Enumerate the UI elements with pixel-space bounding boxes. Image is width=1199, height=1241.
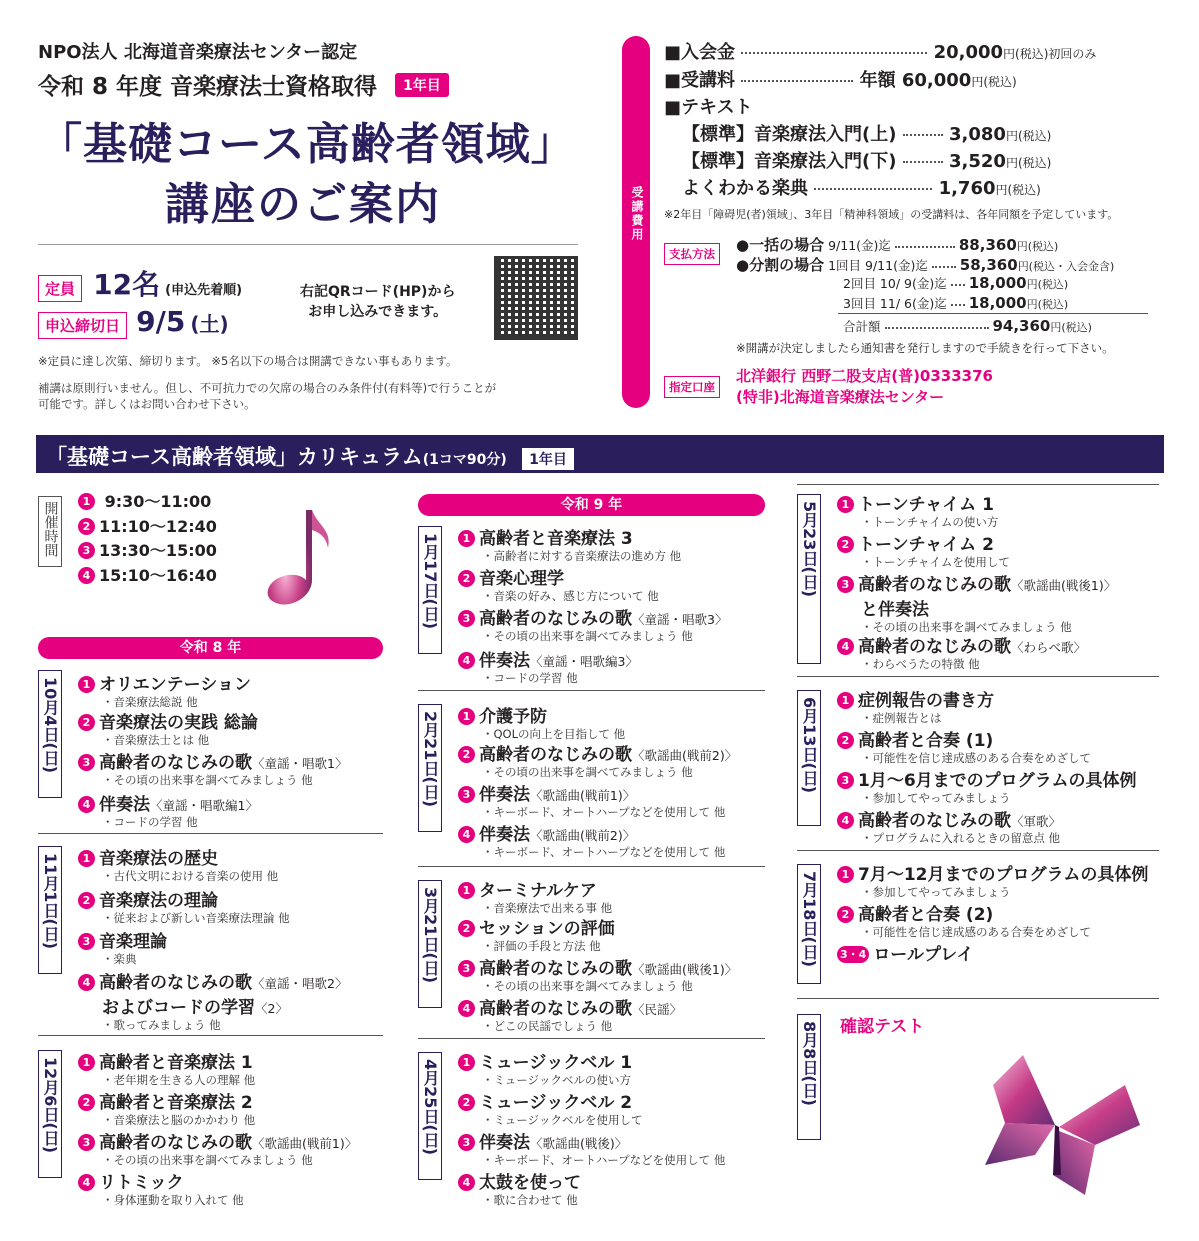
split-unit: 円(税込・入会金含) (1017, 260, 1115, 273)
split-date: 1回目 9/11(金)迄 (828, 258, 928, 273)
split-date: 3回目 11/ 6(金)迄 (843, 296, 947, 311)
lesson-item: 1 トーンチャイム 1 ・トーンチャイムの使い方 (837, 490, 998, 529)
tuition-label: ■受講料 (664, 70, 736, 91)
session-divider (418, 1038, 765, 1039)
bank-account-line2: (特非)北海道音楽療法センター (736, 388, 945, 406)
qr-instruction-1: 右記QRコード(HP)から (300, 284, 456, 300)
makeup-note-2: 可能です。詳しくはお問い合わせ下さい。 (38, 397, 256, 411)
session-divider (418, 690, 765, 691)
curriculum-header (36, 435, 1164, 473)
total-divider (838, 313, 1148, 314)
session-date-text: 11月1日(日) (41, 853, 60, 950)
time-list (78, 490, 217, 588)
lesson-item: 3 高齢者のなじみの歌〈童謡・唱歌1〉 ・その頃の出来事を調べてみましょう 他 (78, 748, 347, 787)
capacity-footnote: ※定員に達し次第、締切ります。 ※5名以下の場合は開講できない事もあります。 (38, 354, 458, 368)
course-year-line (38, 68, 449, 101)
header-divider (38, 244, 578, 245)
butterfly-icon (975, 1045, 1150, 1205)
qr-instruction-2: お申し込みできます。 (308, 304, 448, 320)
session-date-text: 2月21日(日) (421, 711, 440, 808)
music-note-icon (258, 506, 334, 610)
session-divider (38, 1035, 383, 1036)
lump-label: ●一括の場合 (736, 236, 825, 254)
lesson-item: 4 伴奏法〈童謡・唱歌編3〉 ・コードの学習 他 (458, 646, 638, 685)
qr-code[interactable] (494, 256, 578, 340)
session-date (797, 494, 821, 664)
lesson-item: 2 音楽心理学 ・音楽の好み、感じ方について 他 (458, 564, 659, 603)
split-row (843, 294, 1068, 312)
lesson-item: 1 介護予防 ・QOLの向上を目指して 他 (458, 702, 625, 741)
session-date-text: 7月18日(日) (800, 871, 819, 968)
lesson-item: 2 ミュージックベル 2 ・ミュージックベルを使用して (458, 1088, 643, 1127)
lesson-item: 2 高齢者と合奏 (1) ・可能性を信じ達成感のある合奏をめざして (837, 726, 1091, 765)
split-unit: 円(税込) (1026, 298, 1069, 311)
curriculum-year-tag: 1年目 (522, 448, 574, 470)
total-label: 合計額 (843, 319, 881, 334)
session-date-text: 4月25日(日) (421, 1059, 440, 1156)
capacity-label: 定員 (38, 275, 82, 302)
lesson-item: 2 高齢者のなじみの歌〈歌謡曲(戦前2)〉 ・その頃の出来事を調べてみましょう 他 (458, 740, 737, 779)
course-year-text: 令和 8 年度 音楽療法士資格取得 (38, 74, 378, 100)
reiwa9-pill: 令和 9 年 (418, 494, 765, 516)
tuition-unit: 円(税込) (971, 75, 1017, 89)
session-divider (797, 484, 1159, 485)
time-slot: 4 15:10〜16:40 (78, 564, 217, 589)
tuition-fee-row (664, 66, 1017, 92)
session-date (797, 864, 821, 984)
lesson-item: 4 リトミック ・身体運動を取り入れて 他 (78, 1168, 244, 1207)
split-unit: 円(税込) (1026, 278, 1069, 291)
split-amount: 18,000 (968, 294, 1027, 312)
lump-unit: 円(税込) (1016, 240, 1059, 253)
lesson-item: 2 音楽療法の実践 総論 ・音楽療法士とは 他 (78, 708, 258, 747)
admission-value: 20,000 (933, 42, 1004, 63)
text-name: 【標準】音楽療法入門(上) (682, 124, 897, 145)
capacity-note: (申込先着順) (165, 283, 243, 298)
text-name: 【標準】音楽療法入門(下) (682, 151, 897, 172)
total-unit: 円(税込) (1050, 321, 1092, 334)
makeup-note-1: 補講は原則行いません。但し、不可抗力での欠席の場合のみ条件付(有料等)で行うことが (38, 381, 497, 395)
text-row (682, 120, 1051, 146)
course-subtitle: 講座のご案内 (165, 179, 441, 230)
total-row (843, 317, 1092, 335)
admission-label: ■入会金 (664, 42, 736, 63)
fee-footnote: ※2年目「障碍児(者)領域」、3年目「精神科領域」の受講料は、各年同額を予定しています。 (664, 208, 1119, 221)
lesson-item: 4 伴奏法〈歌謡曲(戦前2)〉 ・キーボード、オートハープなどを使用して 他 (458, 820, 725, 859)
tuition-value: 年額 60,000 (859, 70, 972, 91)
lesson-item: 2 音楽療法の理論 ・従来および新しい音楽療法理論 他 (78, 886, 290, 925)
admission-fee-row (664, 38, 1096, 64)
lesson-item: 1 音楽療法の歴史 ・古代文明における音楽の使用 他 (78, 844, 278, 883)
lesson-item: 4 高齢者のなじみの歌〈童謡・唱歌2〉 およびコードの学習〈2〉 ・歌ってみましょう 他 (78, 968, 347, 1032)
text-row (682, 174, 1041, 200)
capacity-value: 12名 (93, 268, 161, 301)
account-tag: 指定口座 (664, 376, 720, 398)
notice-text: ※開講が決定しましたら通知書を発行しますので手続きを行って下さい。 (736, 341, 1114, 355)
lesson-item: 3 1月〜6月までのプログラムの具体例 ・参加してやってみましょう (837, 766, 1137, 805)
session-date-text: 12月6日(日) (41, 1057, 60, 1154)
session-divider (797, 998, 1159, 999)
session-divider (797, 676, 1159, 677)
text-unit: 円(税込) (1005, 156, 1052, 170)
session-divider (797, 850, 1159, 851)
lesson-item: 2 高齢者と合奏 (2) ・可能性を信じ達成感のある合奏をめざして (837, 900, 1091, 939)
session-date-text: 8月8日(日) (800, 1021, 819, 1106)
lesson-item: 3 伴奏法〈歌謡曲(戦後)〉 ・キーボード、オートハープなどを使用して 他 (458, 1128, 725, 1167)
session-date-text: 1月17日(日) (421, 533, 440, 630)
deadline-day: (土) (190, 312, 229, 336)
split-date: 2回目 10/ 9(金)迄 (843, 276, 947, 291)
final-test: 確認テスト (840, 1017, 925, 1037)
lesson-item: 1 高齢者と音楽療法 1 ・老年期を生きる人の理解 他 (78, 1048, 255, 1087)
bank-account-line1: 北洋銀行 西野二股支店(普)0333376 (736, 367, 993, 385)
session-date (797, 1014, 821, 1140)
deadline-row (38, 305, 229, 339)
session-date (38, 1050, 62, 1178)
lesson-item: 4 伴奏法〈童謡・唱歌編1〉 ・コードの学習 他 (78, 790, 258, 829)
curriculum-title: 「基礎コース高齢者領域」カリキュラム (46, 445, 423, 469)
text-name: よくわかる楽典 (682, 178, 808, 199)
lesson-item: 1 ターミナルケア ・音楽療法で出来る事 他 (458, 876, 612, 915)
course-title: 「基礎コース高齢者領域」 (38, 119, 576, 170)
lesson-item: 3・4 ロールプレイ (837, 940, 973, 965)
split-row (843, 274, 1068, 292)
text-row (682, 147, 1051, 173)
session-date (797, 690, 821, 826)
session-date-text: 3月21日(日) (421, 887, 440, 984)
qr-instruction (300, 282, 455, 322)
session-divider (418, 866, 765, 867)
deadline-label: 申込締切日 (38, 312, 127, 339)
lesson-item: 4 高齢者のなじみの歌〈民謡〉 ・どこの民謡でしょう 他 (458, 994, 682, 1033)
year-tag: 1年目 (395, 73, 449, 97)
time-slot: 2 11:10〜12:40 (78, 515, 217, 540)
lesson-item: 3 音楽理論 ・楽典 (78, 927, 167, 966)
text-unit: 円(税込) (995, 183, 1041, 197)
lesson-item: 4 太鼓を使って ・歌に合わせて 他 (458, 1168, 581, 1207)
lesson-item: 1 症例報告の書き方 ・症例報告とは (837, 686, 994, 725)
curriculum-unit: (1コマ90分) (422, 452, 507, 468)
lesson-item: 2 セッションの評価 ・評価の手段と方法 他 (458, 914, 615, 953)
lump-date: 9/11(金)迄 (828, 238, 891, 253)
session-date (38, 670, 62, 798)
bank-account (736, 366, 993, 408)
lesson-item: 2 高齢者と音楽療法 2 ・音楽療法と脳のかかわり 他 (78, 1088, 255, 1127)
lesson-item: 4 高齢者のなじみの歌〈わらべ歌〉 ・わらべうたの特徴 他 (837, 632, 1086, 671)
session-date-text: 10月4日(日) (41, 677, 60, 774)
lump-sum-row (736, 234, 1058, 255)
time-slot: 3 13:30〜15:00 (78, 539, 217, 564)
session-divider (38, 833, 383, 834)
organization-line: NPO法人 北海道音楽療法センター認定 (38, 42, 358, 63)
session-date (38, 846, 62, 974)
fees-side-label: 受講費用 (630, 186, 644, 242)
session-date (418, 526, 442, 654)
lesson-item: 3 高齢者のなじみの歌〈歌謡曲(戦後1)〉 と伴奏法 ・その頃の出来事を調べてみましょう 他 (837, 570, 1116, 634)
text-label: ■テキスト (664, 97, 753, 118)
lesson-item: 1 7月〜12月までのプログラムの具体例 ・参加してやってみましょう (837, 860, 1148, 899)
text-price: 3,080 (949, 124, 1006, 145)
session-date (418, 704, 442, 832)
admission-unit: 円(税込)初回のみ (1003, 47, 1097, 61)
lesson-item: 1 高齢者と音楽療法 3 ・高齢者に対する音楽療法の進め方 他 (458, 524, 681, 563)
text-price: 3,520 (949, 151, 1006, 172)
lesson-item: 4 高齢者のなじみの歌〈軍歌〉 ・プログラムに入れるときの留意点 他 (837, 806, 1061, 845)
text-price: 1,760 (938, 178, 996, 199)
time-slot: 1 9:30〜11:00 (78, 490, 217, 515)
lesson-item: 1 ミュージックベル 1 ・ミュージックベルの使い方 (458, 1048, 632, 1087)
session-date-text: 6月13日(日) (800, 697, 819, 794)
split-row (736, 254, 1114, 275)
session-date-text: 5月23日(日) (800, 501, 819, 598)
fees-side-bar (622, 36, 650, 408)
lesson-item: 1 オリエンテーション ・音楽療法総説 他 (78, 670, 251, 709)
deadline-value: 9/5 (136, 305, 186, 338)
reiwa8-pill: 令和 8 年 (38, 637, 383, 659)
session-date (418, 1052, 442, 1180)
capacity-row (38, 263, 242, 303)
split-label: ●分割の場合 (736, 256, 825, 274)
lesson-item: 3 高齢者のなじみの歌〈童謡・唱歌3〉 ・その頃の出来事を調べてみましょう 他 (458, 604, 727, 643)
total-amount: 94,360 (992, 317, 1051, 335)
lump-amount: 88,360 (958, 236, 1017, 254)
time-label-text: 開催時間 (42, 501, 59, 557)
lesson-item: 3 伴奏法〈歌謡曲(戦前1)〉 ・キーボード、オートハープなどを使用して 他 (458, 780, 725, 819)
lesson-item: 3 高齢者のなじみの歌〈歌謡曲(戦前1)〉 ・その頃の出来事を調べてみましょう 他 (78, 1128, 357, 1167)
text-unit: 円(税込) (1005, 129, 1052, 143)
split-amount: 58,360 (959, 256, 1018, 274)
session-date (418, 880, 442, 1008)
payment-method-tag: 支払方法 (664, 243, 720, 265)
time-label (38, 496, 62, 567)
split-amount: 18,000 (968, 274, 1027, 292)
lesson-item: 2 トーンチャイム 2 ・トーンチャイムを使用して (837, 530, 1010, 569)
lesson-item: 3 高齢者のなじみの歌〈歌謡曲(戦後1)〉 ・その頃の出来事を調べてみましょう 他 (458, 954, 737, 993)
